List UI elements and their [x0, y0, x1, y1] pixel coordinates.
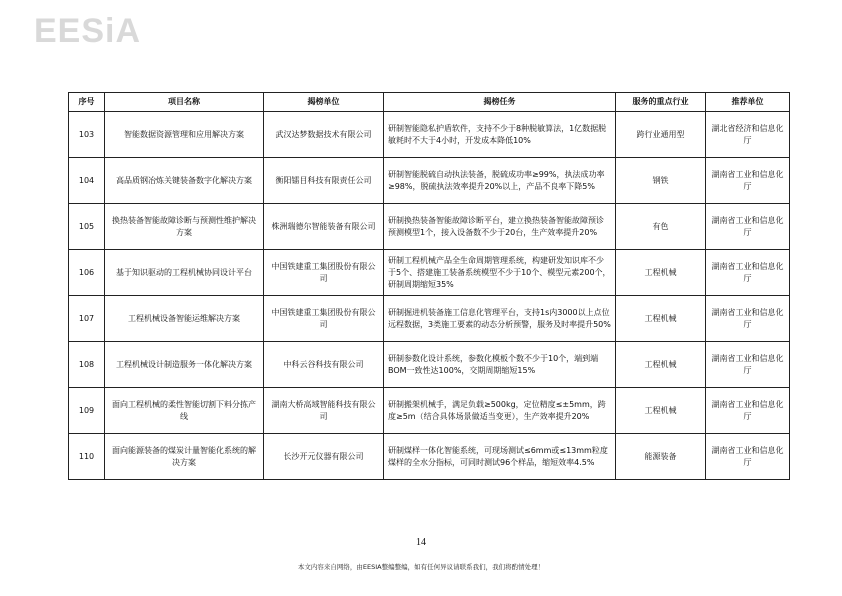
project-name: 高品质钢冶炼关键装备数字化解决方案: [105, 158, 264, 204]
header-unit: 揭榜单位: [264, 93, 384, 112]
recommender: 湖南省工业和信息化厅: [706, 434, 790, 480]
table-row: [69, 112, 790, 158]
row-num: 108: [69, 342, 105, 388]
header-recommender: 推荐单位: [706, 93, 790, 112]
recommender: 湖南省工业和信息化厅: [706, 342, 790, 388]
header-task: 揭榜任务: [384, 93, 616, 112]
page-number: 14: [416, 537, 426, 548]
task-text: 研制换热装备智能故障诊断平台，建立换热装备智能故障预诊预测模型1个，接入设备数不少于20台，生产效率提升20%: [384, 204, 616, 250]
industry: 钢铁: [616, 158, 706, 204]
project-name: 工程机械设备智能运维解决方案: [105, 296, 264, 342]
header-name: 项目名称: [105, 93, 264, 112]
project-name: 面向工程机械的柔性智能切割下料分拣产线: [105, 388, 264, 434]
recommender: 湖北省经济和信息化厅: [706, 112, 790, 158]
project-name: 智能数据资源管理和应用解决方案: [105, 112, 264, 158]
task-text: 研制煤样一体化智能系统，可现场测试≤6mm或≤13mm粒度煤样的全水分指标，可同时测试96个样品，缩短效率4.5%: [384, 434, 616, 480]
recommender: 湖南省工业和信息化厅: [706, 296, 790, 342]
eesia-logo: EESiA: [34, 12, 142, 50]
task-text: 研制参数化设计系统，参数化模板个数不少于10个，端到端BOM一致性达100%，交期周期缩短15%: [384, 342, 616, 388]
industry: 有色: [616, 204, 706, 250]
row-num: 103: [69, 112, 105, 158]
project-table: [68, 92, 790, 480]
project-name: 基于知识驱动的工程机械协同设计平台: [105, 250, 264, 296]
table-row: [69, 204, 790, 250]
project-name: 面向能源装备的煤炭计量智能化系统的解决方案: [105, 434, 264, 480]
unit-name: 中国铁建重工集团股份有限公司: [264, 296, 384, 342]
task-text: 研制工程机械产品全生命周期管理系统，构建研发知识库不少于5个、搭建施工装备系统模型不少于10个、模型元素200个，研制周期缩短35%: [384, 250, 616, 296]
industry: 能源装备: [616, 434, 706, 480]
unit-name: 株洲瑞德尔智能装备有限公司: [264, 204, 384, 250]
header-num: 序号: [69, 93, 105, 112]
row-num: 106: [69, 250, 105, 296]
unit-name: 湖南大桥高域智能科技有限公司: [264, 388, 384, 434]
recommender: 湖南省工业和信息化厅: [706, 204, 790, 250]
unit-name: 中科云谷科技有限公司: [264, 342, 384, 388]
row-num: 104: [69, 158, 105, 204]
industry: 工程机械: [616, 250, 706, 296]
table-row: [69, 342, 790, 388]
table-header-row: [69, 93, 790, 112]
recommender: 湖南省工业和信息化厅: [706, 250, 790, 296]
table-row: [69, 388, 790, 434]
table-row: [69, 250, 790, 296]
recommender: 湖南省工业和信息化厅: [706, 158, 790, 204]
unit-name: 中国铁建重工集团股份有限公司: [264, 250, 384, 296]
project-name: 工程机械设计制造服务一体化解决方案: [105, 342, 264, 388]
row-num: 110: [69, 434, 105, 480]
industry: 工程机械: [616, 388, 706, 434]
unit-name: 武汉达梦数据技术有限公司: [264, 112, 384, 158]
row-num: 107: [69, 296, 105, 342]
header-industry: 服务的重点行业: [616, 93, 706, 112]
table-row: [69, 158, 790, 204]
task-text: 研制智能脱硫自动执法装备，脱硫成功率≥99%，执法成功率≥98%，脱硫执法效率提升20%以上，产品不良率下降5%: [384, 158, 616, 204]
recommender: 湖南省工业和信息化厅: [706, 388, 790, 434]
task-text: 研制掘进机装备施工信息化管理平台，支持1s内3000以上点位远程数据，3类施工要素的动态分析预警，服务及时率提升50%: [384, 296, 616, 342]
row-num: 109: [69, 388, 105, 434]
row-num: 105: [69, 204, 105, 250]
industry: 工程机械: [616, 296, 706, 342]
footer-notice: 本文内容来自网络，由EESIA整编整编，如有任何异议请联系我们，我们将酌情处理！: [297, 563, 545, 571]
project-name: 换热装备智能故障诊断与预测性维护解决方案: [105, 204, 264, 250]
table-row: [69, 296, 790, 342]
industry: 跨行业通用型: [616, 112, 706, 158]
unit-name: 衡阳镭目科技有限责任公司: [264, 158, 384, 204]
unit-name: 长沙开元仪器有限公司: [264, 434, 384, 480]
industry: 工程机械: [616, 342, 706, 388]
table-row: [69, 434, 790, 480]
task-text: 研制搬架机械手，满足负载≥500kg，定位精度≤±5mm，跨度≥5m（结合具体场景做适当变更），生产效率提升20%: [384, 388, 616, 434]
task-text: 研制智能隐私护盾软件，支持不少于8种脱敏算法，1亿数据脱敏耗时不大于4小时，开发成本降低10%: [384, 112, 616, 158]
